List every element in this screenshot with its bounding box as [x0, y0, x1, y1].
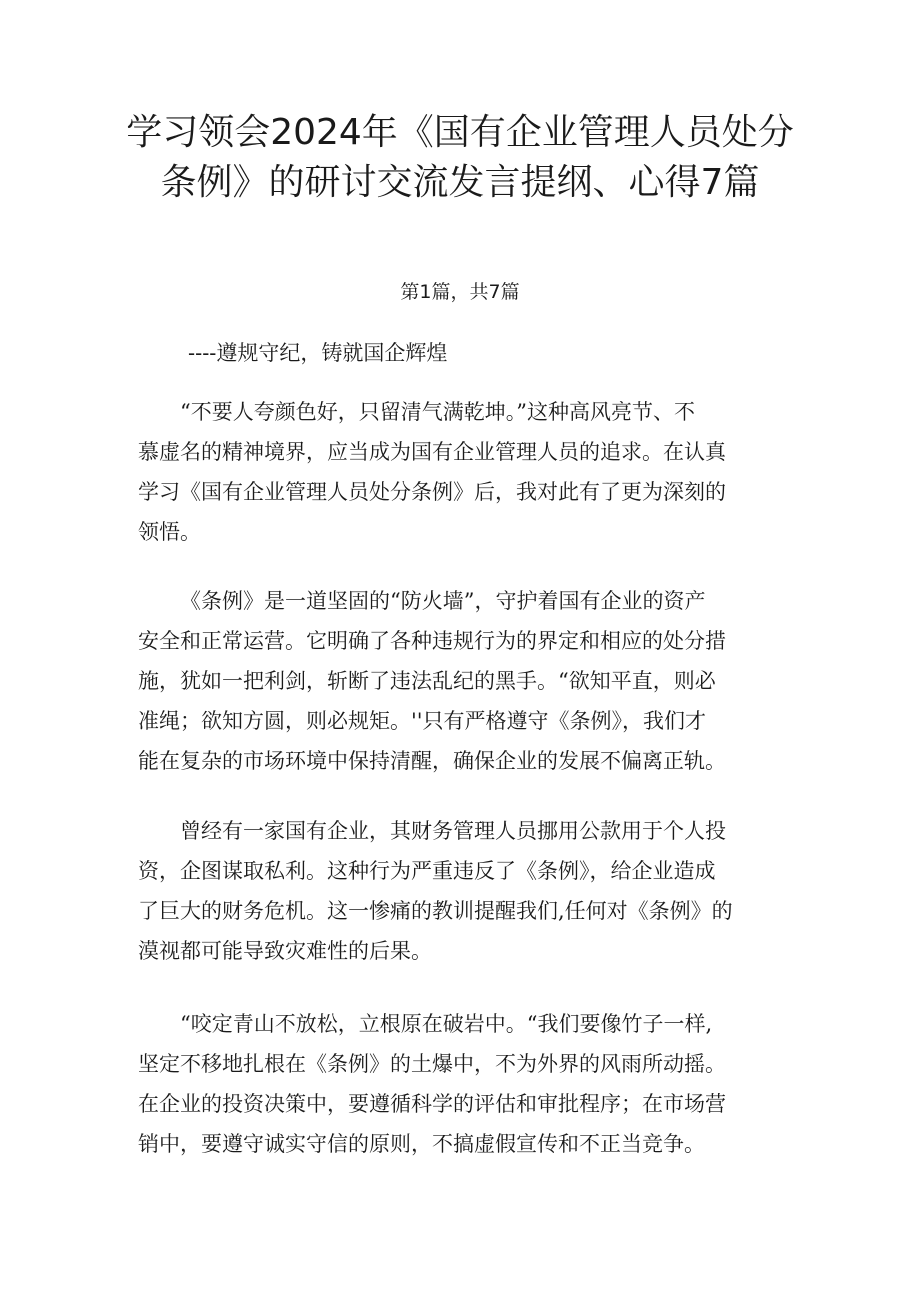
paragraph-line: 曾经有一家国有企业，其财务管理人员挪用公款用于个人投 — [180, 819, 726, 843]
title-line-2: 条例》的研讨交流发言提纲、心得7篇 — [160, 162, 760, 203]
paragraph-line: 了巨大的财务危机。这一惨痛的教训提醒我们,任何对《条例》的 — [138, 899, 733, 923]
paragraph-line: 准绳；欲知方圆，则必规矩。''只有严格遵守《条例》，我们才 — [138, 709, 707, 733]
paragraph-4 — [138, 1004, 798, 1164]
paragraph-line: 能在复杂的市场环境中保持清醒，确保企业的发展不偏离正轨。 — [138, 749, 726, 773]
paragraph-3 — [138, 811, 798, 971]
paragraph-line: “不要人夸颜色好，只留清气满乾坤。”这种高风亮节、不 — [180, 400, 695, 424]
paragraph-line: 领悟。 — [138, 520, 201, 544]
paragraph-line: 安全和正常运营。它明确了各种违规行为的界定和相应的处分措 — [138, 629, 726, 653]
title-line-1: 学习领会2024年《国有企业管理人员处分 — [126, 112, 794, 153]
paragraph-line: 资，企图谋取私利。这种行为严重违反了《条例》，给企业造成 — [138, 859, 716, 883]
paragraph-line: 慕虚名的精神境界，应当成为国有企业管理人员的追求。在认真 — [138, 440, 726, 464]
paragraph-line: 《条例》是一道坚固的“防火墙”，守护着国有企业的资产 — [180, 589, 706, 613]
paragraph-2 — [138, 581, 798, 781]
paragraph-line: “咬定青山不放松，立根原在破岩中。“我们要像竹子一样, — [180, 1012, 713, 1036]
paragraph-line: 漠视都可能导致灾难性的后果。 — [138, 939, 432, 963]
paragraph-1 — [138, 392, 798, 552]
paragraph-line: 施，犹如一把利剑，斩断了违法乱纪的黑手。“欲知平直，则必 — [138, 669, 716, 693]
document-title — [100, 108, 820, 208]
section-heading: 第1篇，共7篇 — [400, 281, 520, 303]
paragraph-line: 销中，要遵守诚实守信的原则，不搞虚假宣传和不正当竞争。 — [138, 1132, 705, 1156]
paragraph-line: 在企业的投资决策中，要遵循科学的评估和审批程序；在市场营 — [138, 1092, 726, 1116]
paragraph-line: 学习《国有企业管理人员处分条例》后，我对此有了更为深刻的 — [138, 480, 726, 504]
epigraph: ----遵规守纪，铸就国企辉煌 — [188, 341, 448, 365]
paragraph-line: 坚定不移地扎根在《条例》的土爆中，不为外界的风雨所动摇。 — [138, 1052, 726, 1076]
